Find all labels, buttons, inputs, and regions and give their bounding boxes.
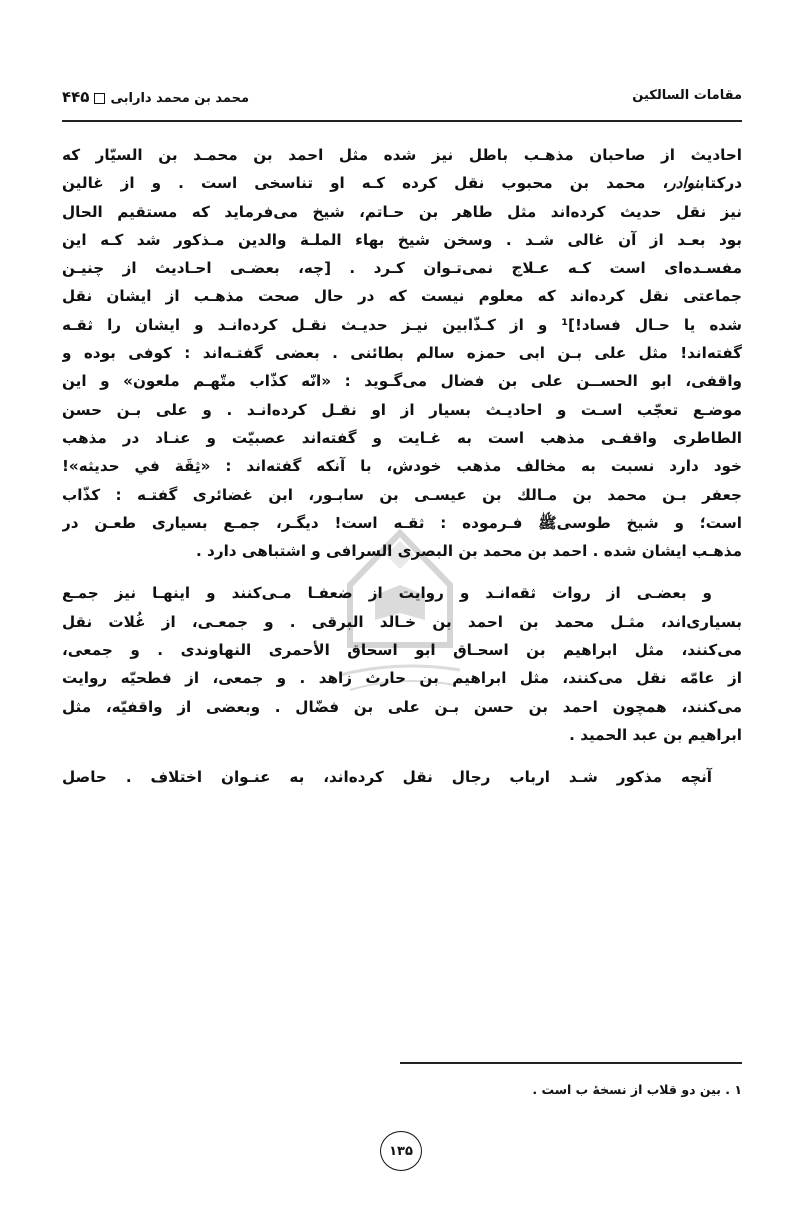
footnote: ۱ . بین دو قلاب از نسخهٔ ب است . bbox=[532, 1082, 742, 1097]
text-line: است؛ و شیخ طوسیﷺ فـرموده : ثقـه است! دیگـر، جمـع بسیاری طعـن در bbox=[62, 513, 742, 532]
paragraph-1 bbox=[62, 141, 742, 565]
text-line: ابراهیم بن عبد الحمید . bbox=[569, 725, 742, 744]
text-line: می‌کنند، همچون احمد بن حسن بـن علی بن فضّال . وبعضی از واقفیّه، مثل bbox=[62, 697, 742, 716]
text-line: و بعضـی از روات ثقه‌انـد و روایت از ضعفـا مـی‌کنند و اینهـا نیز جمـع bbox=[62, 584, 712, 603]
text-line: جماعتی نقل کرده‌اند که معلوم نیست که در حال صحت مذهـب از ایشان نقل bbox=[62, 287, 742, 306]
text-line: شده یا حـال فساد!]¹ و از کـذّابین نیـز حدیـث نقـل کرده‌انـد و ایشان را ثقـه bbox=[62, 315, 742, 334]
running-header bbox=[62, 88, 742, 114]
page-number-circle bbox=[380, 1131, 422, 1171]
text-line bbox=[62, 169, 742, 197]
text-line: احادیث از صاحبان مذهـب باطل نیز شده مثل احمد بن محمـد بن السیّار که bbox=[62, 146, 742, 164]
book-title-italic: نوادر bbox=[668, 174, 700, 193]
text-line: مفسـده‌ای است کـه عـلاج نمی‌تـوان کـرد . [چه، بعضـی احـادیث از چنیـن bbox=[62, 259, 742, 278]
text-line: از عامّه نقل می‌کنند، مثل ابراهیم بن حارث زاهد . و جمعی، از فطحیّه روایت bbox=[62, 669, 742, 688]
text-line: خود دارد نسبت به مخالف مذهب خودش، با آنکه گفته‌اند : «ثِقَة في حديثه»! bbox=[62, 457, 742, 476]
page-body bbox=[62, 141, 742, 792]
text-line: جعفر بـن محمد بن مـالك بن عیسـی بن سابـور، ابن غضائری گفتـه : کذّاب bbox=[62, 485, 742, 504]
paragraph-gap bbox=[62, 565, 742, 579]
text-line: بود بعـد از آن غالی شـد . وسخن شیخ بهاء الملـة والدین مـذکور شد کـه این bbox=[62, 230, 742, 249]
page-number: ۱۳۵ bbox=[389, 1143, 413, 1159]
header-page-number: ۴۴۵ bbox=[62, 88, 90, 106]
text-line: گفته‌اند! مثل علی بـن ابی حمزه سالم بطائنی . بعضی گفتـه‌اند : کوفی بوده و bbox=[62, 344, 742, 363]
text-span: ، محمد بن محبوب نقل کرده کـه او تناسخی است . و از غالین bbox=[62, 174, 669, 193]
author-name: محمد بن محمد دارابی bbox=[110, 91, 250, 106]
footnote-rule bbox=[400, 1062, 742, 1064]
text-line: الطاطری واقفـی مذهب است به غـایت و گفته‌اند عصبیّت و عنـاد در مذهب bbox=[62, 428, 742, 447]
paragraph-3 bbox=[62, 763, 742, 791]
book-title: مقامات السالکین bbox=[632, 88, 742, 103]
paragraph-gap bbox=[62, 749, 742, 763]
text-line: می‌کنند، مثل ابراهیم بن اسحـاق ابو اسحاق الأحمری النهاوندی . و جمعی، bbox=[62, 641, 742, 660]
text-line: نیز نقل حدیث کرده‌اند مثل طاهر بن حـاتم، شیخ می‌فرماید که مستقیم الحال bbox=[62, 202, 742, 221]
header-rule bbox=[62, 120, 742, 122]
text-span: درکتاب bbox=[699, 174, 742, 193]
text-line: بسیاری‌اند، مثـل محمد بن احمد بن خـالد البرقی . و جمعـی، از غُلات نقل bbox=[62, 612, 742, 631]
header-author-page bbox=[62, 88, 249, 106]
text-line: مذهـب ایشان شده . احمد بن محمد بن البصری السرافی و اشتباهی دارد . bbox=[196, 542, 742, 561]
text-line: واقفی، ابو الحســن علی بن فضال می‌گـوید : «انّه کذّاب متّهـم ملعون» و این bbox=[62, 372, 742, 391]
square-separator-icon bbox=[94, 93, 105, 104]
text-line: آنچه مذکور شـد ارباب رجال نقل کرده‌اند، به عنـوان اختلاف . حاصل bbox=[62, 768, 712, 787]
paragraph-2 bbox=[62, 579, 742, 749]
text-line: موضـع تعجّب اسـت و احادیـث بسیار از او نقـل کرده‌انـد . و علی بـن حسن bbox=[62, 400, 742, 419]
